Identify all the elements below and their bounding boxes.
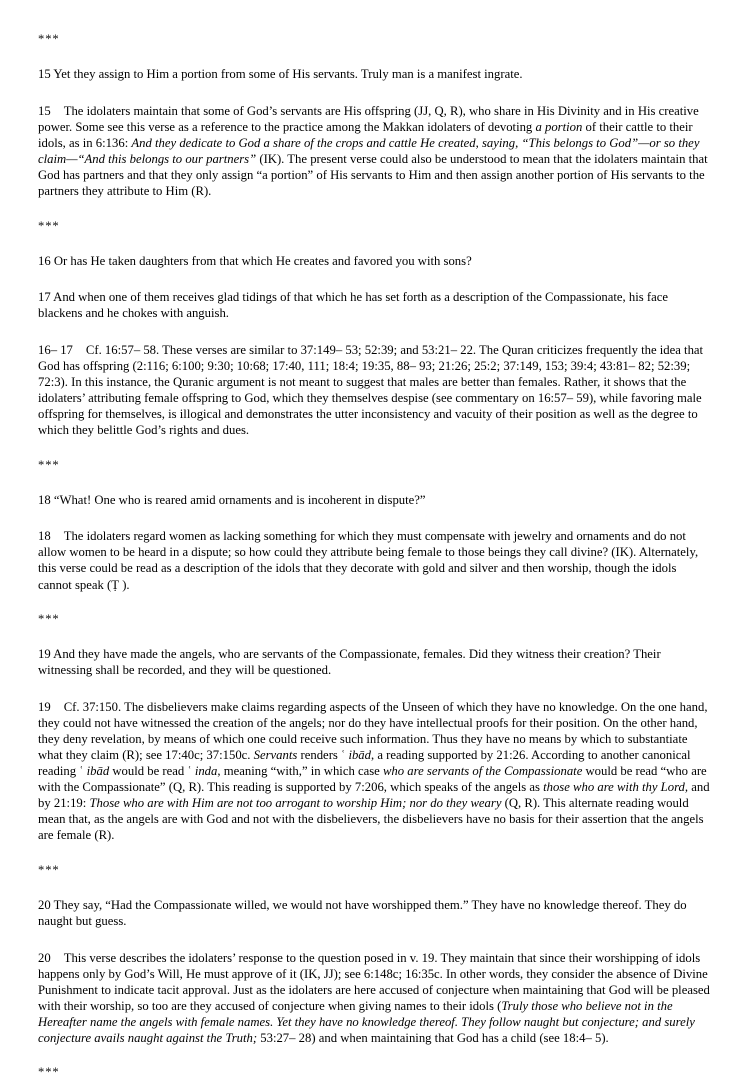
page-content — [38, 33, 710, 1079]
section-separator-4: *** — [38, 612, 60, 627]
commentary-19-text-c: , a reading supported by 21:26. According to another canonical reading ʿ — [38, 748, 691, 779]
verse-19: 19 And they have made the angels, who are servants of the Compassionate, females. Did they witness their creation? Their witnessing shall be recorded, and they will be questioned. — [38, 647, 661, 678]
commentary-19-italic-2: ibād — [348, 748, 371, 762]
commentary-19-text-f: would be read “who are with the Compassionate” (Q, R). This reading is supported by 7:206, which speaks of the angels as — [38, 764, 707, 795]
section-separator-1: *** — [38, 32, 60, 46]
commentary-19-text-b: renders ʿ — [297, 748, 349, 762]
commentary-19 — [38, 699, 710, 844]
commentary-18 — [38, 528, 710, 592]
commentary-16-17 — [38, 342, 710, 438]
commentary-19-text-a: Cf. 37:150. The disbelievers make claims regarding aspects of the Unseen of which they have no knowledge. On the one hand, they could not have witnessed the creation of the angels; nor do they have intellectual proofs for their position. On the other hand, they deny revelation, by means of which one could receive such information. Thus they have no means by which to substantiate what they claim (R); see 17:40c; 37:150c. — [38, 699, 708, 762]
verse-17: 17 And when one of them receives glad tidings of that which he has set forth as a description of the Compassionate, his face blackens and he chokes with anguish. — [38, 290, 668, 321]
commentary-19-italic-4: inda — [194, 764, 218, 779]
commentary-19-italic-5: who are servants of the Compassionate — [382, 764, 583, 779]
commentary-16-17-number: 16– 17 — [38, 342, 73, 357]
commentary-15-text-a: The idolaters maintain that some of God’s servants are His offspring (JJ, Q, R), who share in His Divinity and in His creative power. Some see this verse as a reference to the practice among the Makkan idolaters of devoting — [38, 103, 699, 134]
commentary-20-number: 20 — [38, 950, 51, 965]
commentary-18-number: 18 — [38, 529, 51, 544]
commentary-19-italic-3: ibād — [86, 764, 110, 779]
commentary-19-italic-6: those who are with thy Lord, — [543, 780, 689, 795]
verse-16: 16 Or has He taken daughters from that which He creates and favored you with sons? — [38, 253, 472, 268]
commentary-20-text-a: This verse describes the idolaters’ response to the question posed in v. 19. They maintain that since their worshipping of idols happens only by God’s Will, He must approve of it (IK, JJ); see 6:148c; 16:35c. In other words, they consider the absence of Divine Punishment to indicate tacit approval. Just as the idolaters are here accused of conjecture when maintaining that God will be pleased with their worship, so too are they accused of conjecture when giving names to their idols ( — [38, 950, 710, 1013]
commentary-19-text-e: , meaning “with,” in which case — [217, 764, 383, 779]
verse-20: 20 They say, “Had the Compassionate willed, we would not have worshipped them.” They have no knowledge thereof. They do naught but guess. — [38, 897, 687, 929]
section-separator-2: *** — [38, 218, 60, 233]
commentary-15 — [38, 103, 710, 199]
commentary-15-number: 15 — [38, 103, 51, 118]
commentary-19-italic-7: Those who are with Him are not too arrogant to worship Him; nor do they weary — [89, 796, 502, 811]
commentary-16-17-text: Cf. 16:57– 58. These verses are similar to 37:149– 53; 52:39; and 53:21– 22. The Quran criticizes frequently the idea that God has offspring (2:116; 6:100; 9:30; 10:68; 17:40, 111; 18:4; 19:35, 88– 93; 21:26; 25:2; 37:149, 153; 39:4; 43:81– 82; 52:39; 72:3). In this instance, the Quranic argument is not meant to suggest that males are better than females. Rather, it shows that the idolaters’ attributing female offspring to God, which they themselves despise (see commentary on 16:57– 59), while favoring male offspring for themselves, is illogical and demonstrates the utter inconsistency and vacuity of their position as well as the degree to which they belittle God’s rights and dues. — [38, 342, 704, 438]
verse-18: 18 “What! One who is reared amid ornaments and is incoherent in dispute?” — [38, 492, 426, 507]
commentary-19-text-d: would be read ʿ — [109, 764, 195, 779]
verse-15: 15 Yet they assign to Him a portion from some of His servants. Truly man is a manifest ingrate. — [38, 67, 523, 82]
commentary-15-text-b: of their cattle to their idols, as in 6:136: — [38, 119, 693, 150]
commentary-19-number: 19 — [38, 699, 51, 714]
commentary-19-italic-1: Servants — [253, 748, 298, 762]
commentary-15-text-c: (IK). The present verse could also be understood to mean that the idolaters maintain that God has partners and that they only assign “a portion” of His servants to Him and then assign another portion of His servants to the partners they attribute to Him (R). — [38, 151, 708, 198]
commentary-20-text-b: 53:27– 28) and when maintaining that God has a child (see 18:4– 5). — [257, 1030, 609, 1045]
commentary-18-text: The idolaters regard women as lacking something for which they must compensate with jewelry and ornaments and do not allow women to be heard in a dispute; so how could they attribute being female to those beings they call divine? (IK). Alternately, this verse could be read as a description of the idols that they decorate with gold and silver and then worship, though the idols cannot speak (Ṭ ). — [38, 529, 699, 592]
section-separator-3: *** — [38, 457, 60, 472]
commentary-19-text-g: and by 21:19: — [38, 780, 710, 811]
section-separator-6: *** — [38, 1065, 60, 1079]
commentary-15-italic-2: And they dedicate to God a share of the crops and cattle He created, saying, “This belongs to God”—or so they claim—“And this belongs to our partners” — [38, 135, 700, 166]
commentary-15-italic-1: a portion — [535, 119, 583, 134]
commentary-20 — [38, 950, 710, 1046]
commentary-19-text-h: (Q, R). This alternate reading would mean that, as the angels are with God and not with the disbelievers, the disbelievers have no basis for their assertion that the angels are female (R). — [38, 796, 704, 843]
section-separator-5: *** — [38, 862, 60, 877]
commentary-20-italic-1: Truly those who believe not in the Hereafter name the angels with female names. Yet they have no knowledge thereof. They follow naught but conjecture; and surely conjecture avails naught against the Truth; — [38, 998, 695, 1045]
